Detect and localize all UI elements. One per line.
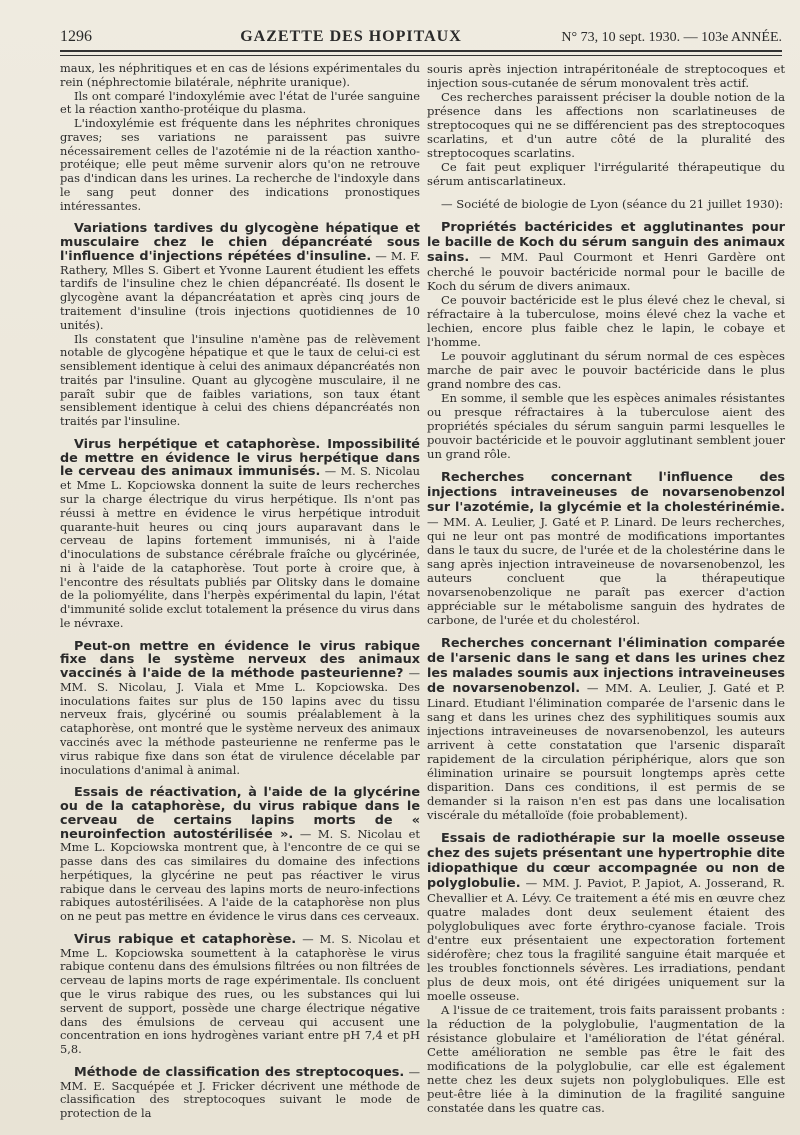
continued-paragraph — [60, 62, 420, 90]
article — [60, 222, 420, 332]
left-column — [60, 62, 420, 1121]
paragraph — [427, 349, 785, 391]
article-body: — MM. S. Nicolau, J. Viala et Mme L. Kopciowska. Des inoculations faites sur plus de 150 lapins avec du tissu nerveux frais, glycériné ou soumis préalablement à la cataphorèse, ont montré que le système nerveux des animaux vaccinés avec la méthode pasteurienne ne renferme pas le virus rabique fixe dans son état de virulence décelable par inoculations d'animal à animal. — [60, 666, 421, 777]
article — [60, 786, 420, 924]
article-title: Recherches concernant l'influence des injections intraveineuses de novarsenobenzol sur l'azotémie, la glycémie et la cholestérinémie. — [427, 470, 785, 515]
article — [60, 933, 420, 1057]
article — [427, 220, 785, 293]
article-title: Variations tardives du glycogène hépatique et musculaire chez le chien dépancréaté sous l'influence d'injections répétées d'insuline. — [60, 221, 420, 264]
article-body: — MM. J. Paviot, P. Japiot, A. Josserand, R. Chevallier et A. Lévy. Ce traitement a été mis en œuvre chez quatre malades dont deux seulement étaient des polyglobuliques avec forte érythro-cyanose faciale. Trois d'entre eux présentaient une expectoration fortement sidérofère; chez tous la fragilité sanguine était marquée et les troubles fonctionnels sévères. Les irradiations, pendant plus de deux mois, ont été dirigées uniquement sur la moelle osseuse. — [427, 876, 785, 1003]
paragraph-text: maux, les néphritiques et en cas de lésions expérimentales du rein (néphrectomie bilatérale, néphrite uranique). — [60, 61, 420, 89]
paragraph — [60, 333, 420, 429]
paragraph — [427, 1003, 785, 1115]
header-rule — [60, 50, 782, 56]
article — [60, 640, 420, 778]
paragraph — [427, 90, 785, 160]
article-body: — M. S. Nicolau et Mme L. Kopciowska soumettent à la cataphorèse le virus rabique contenu dans des émulsions filtrées ou non filtrées de cerveau de lapins morts de rage expérimentale. Ils concluent que le virus rabique des rues, ou les substances qui lui servent de support, possède une charge électrique négative dans des émulsions de cerveau qui accusent une concentration en ions hydrogènes variant entre pH 7,4 et pH 5,8. — [60, 931, 420, 1057]
article-title: Essais de radiothérapie sur la moelle osseuse chez des sujets présentant une hypertrophie dite idiopathique du cœur accompagnée ou non de polyglobulie. — [427, 831, 785, 891]
paragraph — [427, 293, 785, 349]
article-body: — M. S. Nicolau et Mme L. Kopciowska montrent que, à l'encontre de ce qui se passe dans des cas similaires du domaine des infections herpétiques, la glycérine ne peut pas réactiver le virus rabique dans le cerveau des lapins morts de neuro-infections rabiques autostérilisées. A l'aide de la cataphorèse non plus on ne peut pas mettre en évidence le virus dans ces cerveaux. — [60, 826, 420, 924]
issue-info: N° 73, 10 sept. 1930. — 103e ANNÉE. — [561, 30, 782, 45]
paragraph-text: souris après injection intrapéritonéale de streptocoques et injection sous-cutanée de sérum monovalent très actif. — [427, 62, 785, 90]
paragraph-text: Le pouvoir agglutinant du sérum normal de ces espèces marche de pair avec le pouvoir bactéricide dans le plus grand nombre des cas. — [427, 349, 785, 391]
paragraph — [60, 90, 420, 118]
article-title: Virus rabique et cataphorèse. — [74, 931, 297, 947]
continued-paragraph — [427, 62, 785, 90]
right-column — [427, 62, 785, 1115]
article-body: — MM. A. Leulier, J. Gaté et P. Linard. Etudiant l'élimination comparée de l'arsenic dans le sang et dans les urines chez des syphilitiques soumis aux injections intraveineuses de novarsenobenzol, les auteurs arrivent à cette constatation que l'arsenic disparaît rapidement de la circulation périphérique, alors que son élimination urinaire se poursuit longtemps après cette disparition. Dans ces conditions, il est permis de se demander si la raison n'en est pas dans une localisation viscérale du métalloïde (foie probablement). — [427, 681, 785, 822]
article — [60, 1066, 420, 1121]
paragraph — [427, 391, 785, 461]
article — [427, 636, 785, 822]
page-number: 1296 — [60, 28, 92, 45]
article-body: — M. S. Nicolau et Mme L. Kopciowska donnent la suite de leurs recherches sur la charge électrique du virus herpétique. Ils n'ont pas réussi à mettre en évidence le virus herpétique introduit quarante-huit heures ou cinq jours auparavant dans le cerveau de lapins fortement immunisés, ni à l'aide d'inoculations de substance cérébrale fraîche ou glycérinée, ni à l'aide de la cataphorèse. Tout porte à croire que, à l'encontre des résultats publiés par Olitsky dans le domaine de la poliomyélite, dans l'herpès expérimental du lapin, l'état d'immunité solide exclut totalement la présence du virus dans le névraxe. — [60, 464, 421, 630]
article-title: Virus herpétique et cataphorèse. Impossibilité de mettre en évidence le virus herpétique dans le cerveau des animaux immunisés. — [60, 436, 420, 480]
article — [427, 831, 785, 1003]
paragraph-text: Ces recherches paraissent préciser la double notion de la présence dans les affections non scarlatineuses de streptocoques qui ne se différencient pas des streptocoques scarlatins, et d'un autre côté de la pluralité des streptocoques scarlatins. — [427, 90, 785, 160]
article-body: — M. F. Rathery, Mlles S. Gibert et Yvonne Laurent étudient les effets tardifs de l'insuline chez le chien dépancréaté. Ils dosent le glycogène avant la dépancréatation et après cinq jours de traitement d'insuline (trois injections quotidiennes de 10 unités). — [60, 248, 420, 332]
paragraph-text: Ils ont comparé l'indoxylémie avec l'état de l'urée sanguine et la réaction xantho-protéique du plasma. — [60, 88, 420, 117]
article-body: — MM. A. Leulier, J. Gaté et P. Linard. De leurs recherches, qui ne leur ont pas montré de modifications importantes dans le taux du sucre, de l'urée et de la cholestérine dans le sang après injection intraveineuse de novarsenobenzol, les auteurs concluent que la thérapeutique novarsenobenzolique ne paraît pas exercer d'action appréciable sur le métabolisme sanguin des hydrates de carbone, de l'urée et du cholestérol. — [427, 515, 785, 627]
section-note-text: — Société de biologie de Lyon (séance du 21 juillet 1930): — [441, 197, 784, 211]
article-title: Méthode de classification des streptocoques. — [74, 1064, 405, 1080]
paragraph-text: Ils constatent que l'insuline n'amène pas de relèvement notable de glycogène hépatique et que le taux de celui-ci est sensiblement identique à celui des animaux dépancréatés non traités par l'insuline. Quant au glycogène musculaire, il ne paraît subir que de faibles variations, son taux étant sensiblement identique à celui des chiens dépancréatés non traités par l'insuline. — [60, 331, 420, 429]
paragraph — [427, 160, 785, 188]
article-title: Essais de réactivation, à l'aide de la glycérine ou de la cataphorèse, du virus rabique dans le cerveau de certains lapins morts de « neuroinfection autostérilisée ». — [60, 785, 420, 842]
article-title: Recherches concernant l'élimination comparée de l'arsenic dans le sang et dans les urines chez les malades soumis aux injections intraveineuses de novarsenobenzol. — [427, 636, 785, 696]
paragraph — [60, 117, 420, 213]
paragraph-text: En somme, il semble que les espèces animales résistantes ou presque réfractaires à la tuberculose aient des propriétés spéciales du sérum sanguin parmi lesquelles le pouvoir bactéricide et le pouvoir agglutinant semblent jouer un grand rôle. — [427, 391, 785, 461]
journal-title: GAZETTE DES HOPITAUX — [240, 28, 462, 45]
article-body: — MM. E. Sacquépée et J. Fricker décrivent une méthode de classification des streptocoques suivant le mode de protection de la — [60, 1064, 421, 1121]
section-note — [427, 197, 785, 211]
article-title: Propriétés bactéricides et agglutinantes pour le bacille de Koch du sérum sanguin des animaux sains. — [427, 220, 785, 265]
article — [427, 470, 785, 627]
paragraph-text: Ce fait peut expliquer l'irrégularité thérapeutique du sérum antiscarlatineux. — [427, 160, 785, 188]
article-title: Peut-on mettre en évidence le virus rabique fixe dans le système nerveux des animaux vaccinés à l'aide de la méthode pasteurienne? — [60, 638, 420, 682]
paragraph-text: L'indoxylémie est fréquente dans les néphrites chroniques graves; ses variations ne paraissent pas suivre nécessairement celles de l'azotémie ni de la réaction xantho-protéique; elle peut même survenir alors qu'on ne retrouve pas d'indican dans les urines. La recherche de l'indoxyle dans le sang peut donner des indications pronostiques intéressantes. — [60, 116, 420, 213]
page-header — [60, 20, 782, 46]
paragraph-text: A l'issue de ce traitement, trois faits paraissent probants : la réduction de la polyglobulie, l'augmentation de la résistance globulaire et l'amélioration de l'état général. Cette amélioration ne semble pas être le fait des modifications de la polyglobulie, car elle est également nette chez les deux sujets non polyglobuliques. Elle est peut-être liée à la diminution de la fragilité sanguine constatée dans les quatre cas. — [427, 1003, 785, 1115]
article-body: — MM. Paul Courmont et Henri Gardère ont cherché le pouvoir bactéricide normal pour le bacille de Koch du sérum de divers animaux. — [427, 250, 785, 293]
article — [60, 438, 420, 631]
paragraph-text: Ce pouvoir bactéricide est le plus élevé chez le cheval, si réfractaire à la tuberculose, moins élevé chez la vache et lechien, encore plus faible chez le lapin, le cobaye et l'homme. — [427, 293, 785, 349]
